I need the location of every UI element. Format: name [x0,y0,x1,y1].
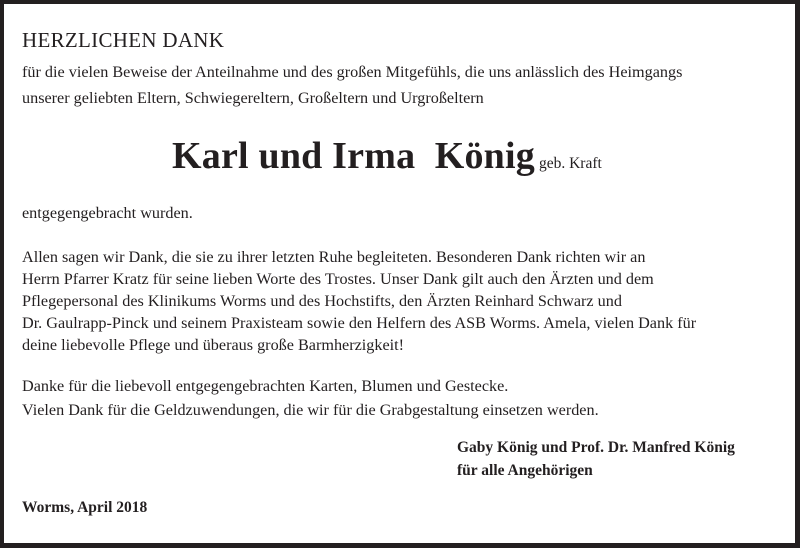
closing-line: Vielen Dank für die Geldzuwendungen, die wir für die Grabgestaltung einsetzen werden. [22,401,599,419]
deceased-names-line [172,134,602,178]
deceased-names: Karl und Irma König [172,135,535,177]
thank-you-notice [4,4,795,543]
maiden-name: geb. Kraft [538,155,602,172]
notice-heading: HERZLICHEN DANK [22,28,225,52]
thanks-paragraph [22,246,696,356]
after-names-text: entgegengebracht wurden. [22,204,193,222]
signature-on-behalf: für alle Angehörigen [457,462,593,479]
intro-line: unserer geliebten Eltern, Schwiegereltern, Großeltern und Urgroßeltern [22,89,484,107]
thanks-line: Dr. Gaulrapp-Pinck und seinem Praxisteam sowie den Helfern des ASB Worms. Amela, vielen Dank für [22,314,697,332]
thanks-line: Herrn Pfarrer Kratz für seine lieben Worte des Trostes. Unser Dank gilt auch den Ärzten und dem [22,270,654,288]
intro-text [22,59,682,111]
signature-names: Gaby König und Prof. Dr. Manfred König [457,439,735,456]
thanks-line: Allen sagen wir Dank, die sie zu ihrer letzten Ruhe begleiteten. Besonderen Dank richten wir an [22,248,646,266]
closing-line: Danke für die liebevoll entgegengebrachten Karten, Blumen und Gestecke. [22,377,509,395]
thanks-line: Pflegepersonal des Klinikums Worms und des Hochstifts, den Ärzten Reinhard Schwarz und [22,292,622,310]
closing-paragraph [22,374,599,422]
thanks-line: deine liebevolle Pflege und überaus große Barmherzigkeit! [22,336,405,354]
signature-block [457,436,735,482]
intro-line: für die vielen Beweise der Anteilnahme und des großen Mitgefühls, die uns anlässlich des Heimgangs [22,63,683,81]
place-date: Worms, April 2018 [22,499,148,516]
